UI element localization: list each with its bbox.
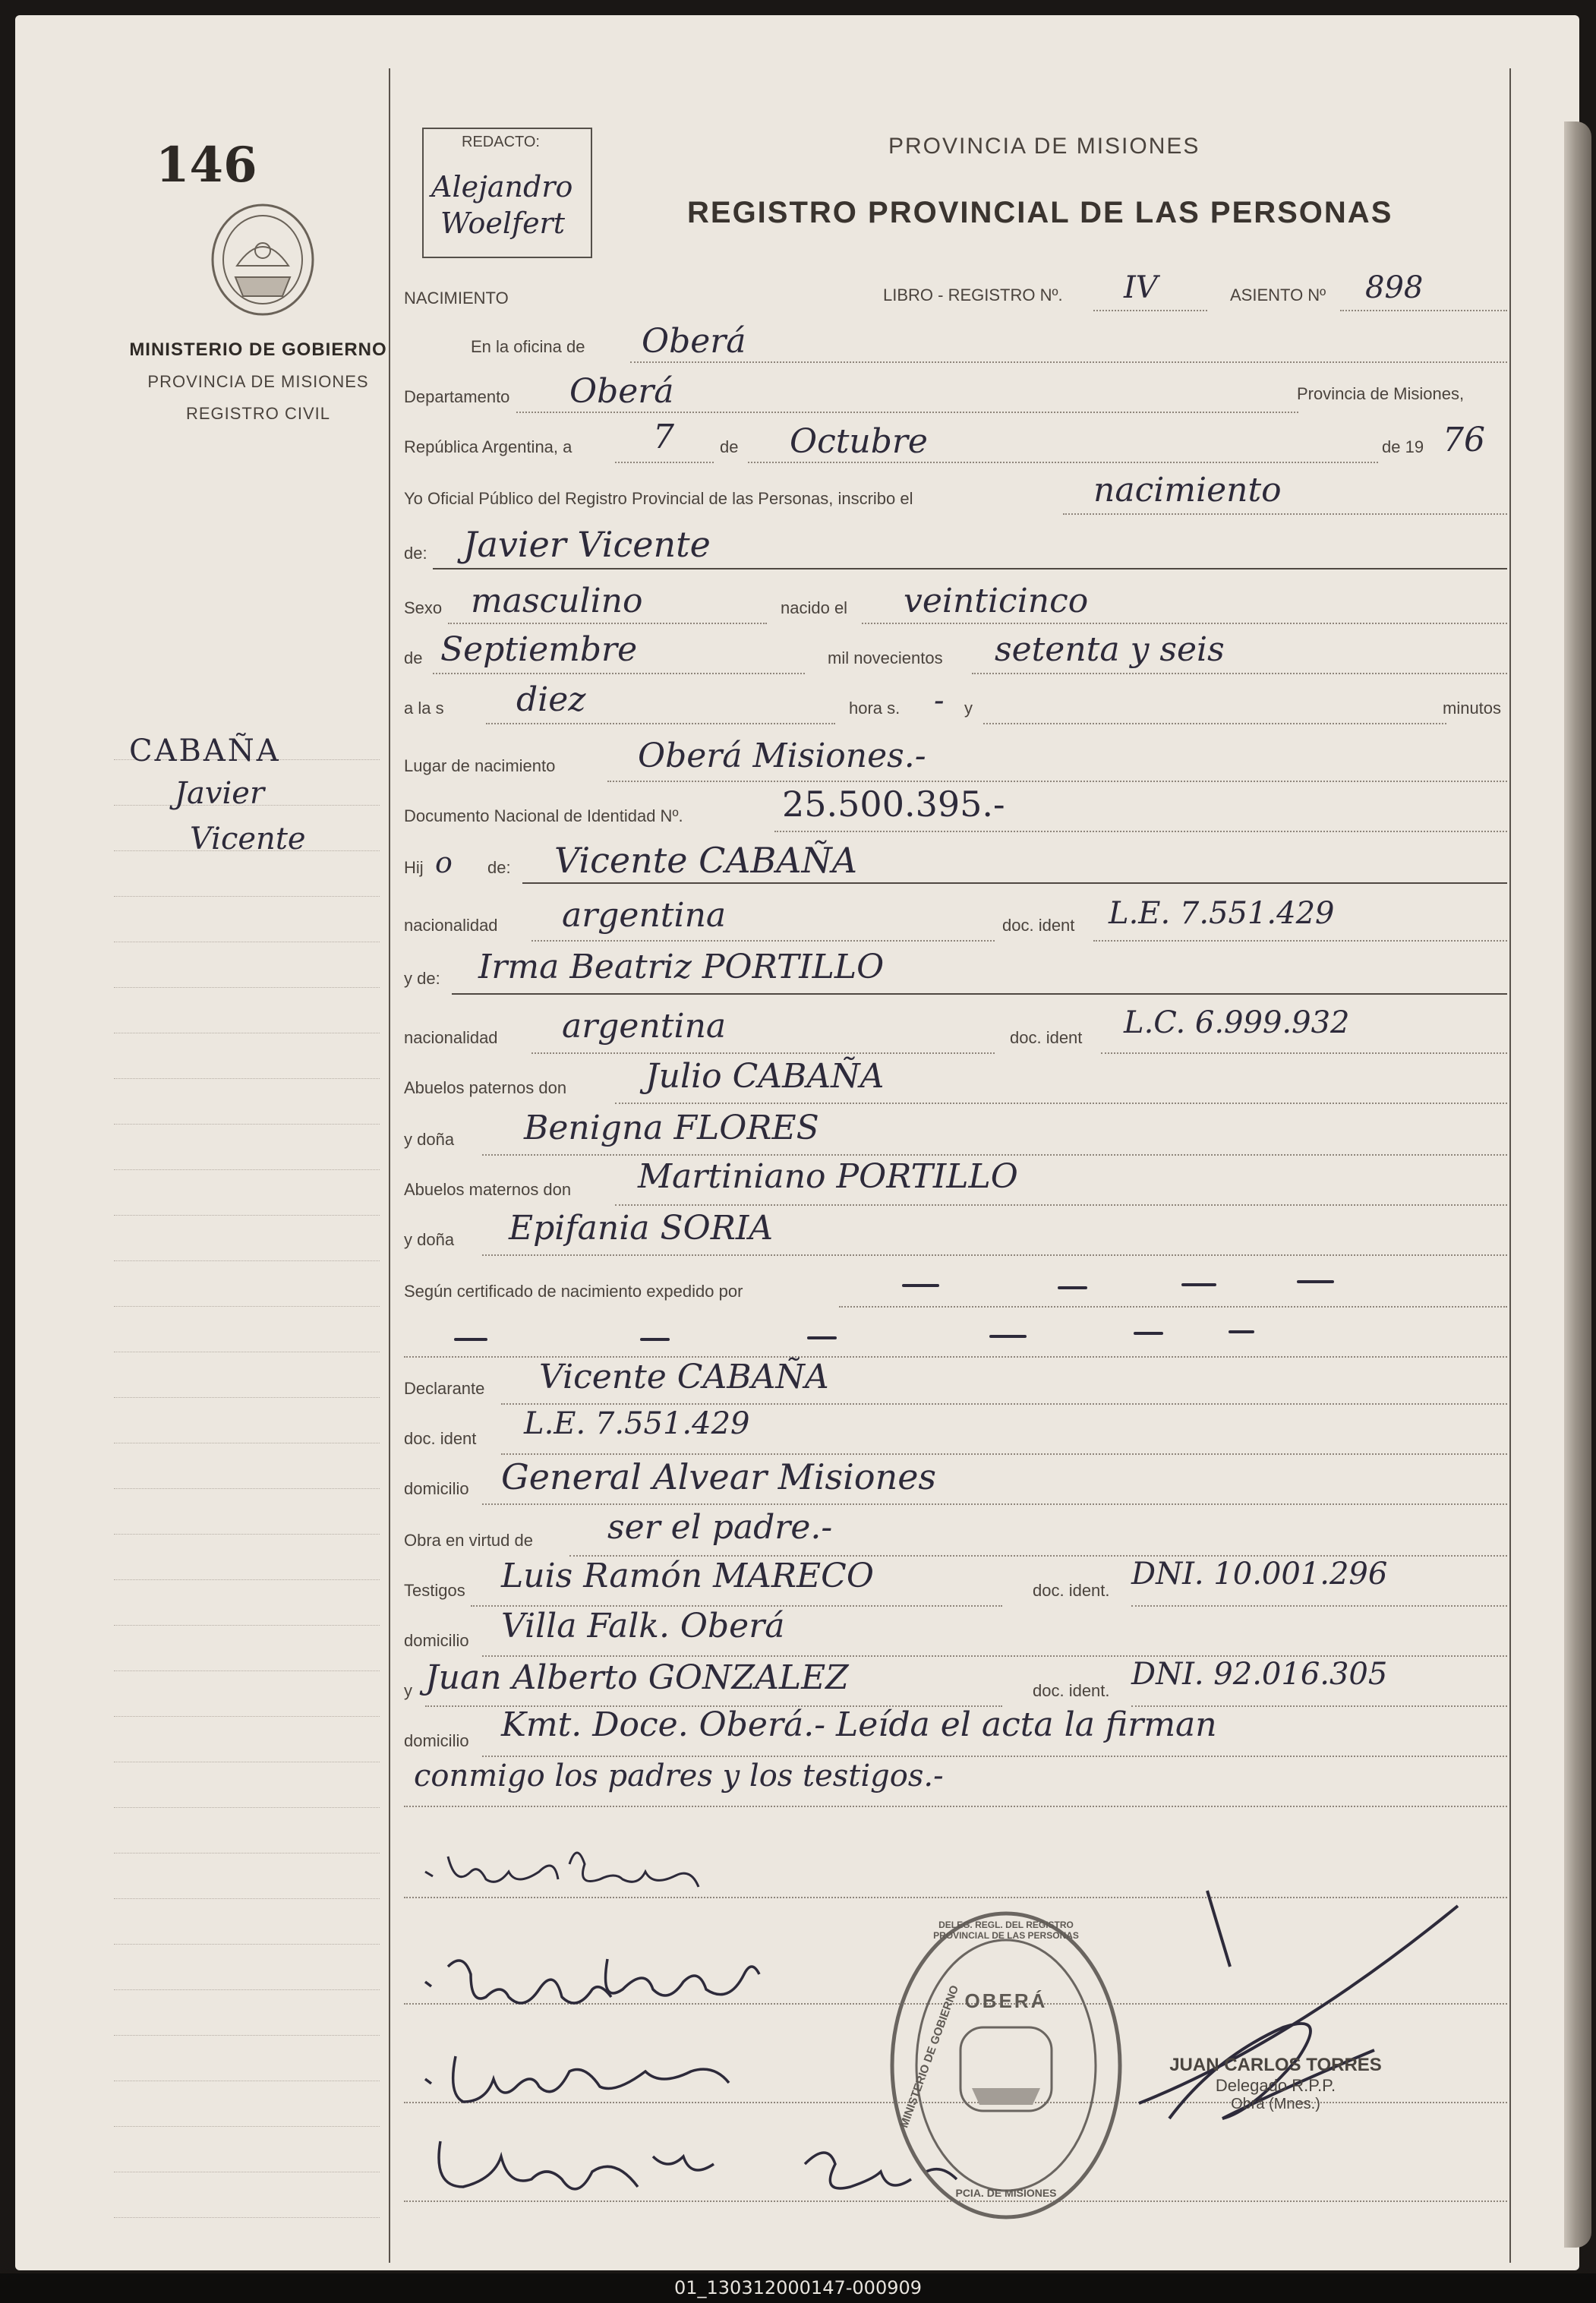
signature-witness-1 bbox=[418, 2041, 812, 2117]
ab-pat-don-value: Julio CABAÑA bbox=[645, 1057, 885, 1096]
asiento-value: 898 bbox=[1365, 270, 1424, 305]
signature-father bbox=[418, 1841, 774, 1902]
folio-number: 146 bbox=[156, 137, 257, 194]
line bbox=[404, 1806, 1507, 1807]
ydona1-label: y doña bbox=[404, 1130, 455, 1149]
dia-value: 7 bbox=[653, 418, 674, 456]
hijo-de-label: de: bbox=[487, 858, 511, 877]
hijo-label: Hij bbox=[404, 858, 424, 877]
domicilio3-label: domicilio bbox=[404, 1731, 469, 1750]
official-block bbox=[1139, 2055, 1412, 2113]
t1-doc-label: doc. ident. bbox=[1033, 1581, 1110, 1600]
ab-mat-dona-value: Epifania SORIA bbox=[509, 1209, 774, 1248]
nac2-value: argentina bbox=[562, 1007, 727, 1046]
official-place: Obrá (Mnes.) bbox=[1231, 2096, 1320, 2112]
nacido-label: nacido el bbox=[781, 598, 848, 617]
margin-line bbox=[114, 2035, 380, 2036]
declarante-label: Declarante bbox=[404, 1379, 485, 1398]
margin-given-2: Vicente bbox=[190, 822, 306, 857]
y-label: y bbox=[964, 699, 973, 718]
margin-line bbox=[114, 1534, 380, 1535]
nacido-dia-value: veinticinco bbox=[904, 582, 1089, 620]
margin-line bbox=[114, 1898, 380, 1899]
nac2-label: nacionalidad bbox=[404, 1028, 498, 1047]
libro-label: LIBRO - REGISTRO Nº. bbox=[883, 286, 1063, 304]
obra-label: Obra en virtud de bbox=[404, 1531, 533, 1550]
ab-pat-label: Abuelos paternos don bbox=[404, 1078, 567, 1097]
libro-value: IV bbox=[1124, 270, 1158, 305]
t2-doc-value: DNI. 92.016.305 bbox=[1131, 1657, 1388, 1692]
madre-value: Irma Beatriz PORTILLO bbox=[478, 948, 885, 986]
alas-value: diez bbox=[516, 680, 586, 719]
inscribe-value: nacimiento bbox=[1093, 471, 1282, 509]
nac1-label: nacionalidad bbox=[404, 916, 498, 935]
sexo-label: Sexo bbox=[404, 598, 443, 617]
testigo2-value: Juan Alberto GONZALEZ bbox=[425, 1658, 849, 1697]
image-identifier: 01_130312000147-000909 bbox=[673, 2277, 923, 2298]
mes-value: Octubre bbox=[790, 422, 928, 461]
nacido-anio-value: setenta y seis bbox=[995, 630, 1225, 669]
register-page bbox=[15, 15, 1579, 2270]
line bbox=[1131, 1605, 1507, 1607]
margin-line bbox=[114, 1579, 380, 1580]
doc2-label: doc. ident bbox=[1010, 1028, 1083, 1047]
nacido-mes-value: Septiembre bbox=[440, 630, 638, 669]
doc1-value: L.E. 7.551.429 bbox=[1109, 896, 1335, 931]
domicilio1-value: General Alvear Misiones bbox=[501, 1456, 937, 1497]
lugar-label: Lugar de nacimiento bbox=[404, 756, 556, 775]
office-stamp bbox=[885, 1906, 1128, 2225]
departamento-value: Oberá bbox=[569, 372, 674, 411]
de-label-2: de: bbox=[404, 544, 427, 563]
act-type-label: NACIMIENTO bbox=[404, 289, 509, 308]
margin-line bbox=[114, 1397, 380, 1398]
padre-value: Vicente CABAÑA bbox=[554, 840, 857, 881]
margin-line bbox=[114, 2126, 380, 2127]
official-title: Delegado R.P.P. bbox=[1215, 2076, 1336, 2095]
doc2-value: L.C. 6.999.932 bbox=[1124, 1005, 1350, 1040]
line bbox=[501, 1403, 1507, 1405]
declarante-value: Vicente CABAÑA bbox=[539, 1358, 829, 1396]
ministry-office: REGISTRO CIVIL bbox=[185, 404, 331, 423]
cert-label: Según certificado de nacimiento expedido por bbox=[404, 1282, 743, 1301]
yde-label: y de: bbox=[404, 969, 440, 988]
domicilio3-value: Kmt. Doce. Oberá.- Leída el acta la firman bbox=[501, 1705, 1217, 1744]
minutos-label: minutos bbox=[1443, 699, 1502, 718]
asiento-label: ASIENTO Nº bbox=[1230, 286, 1326, 304]
margin-line bbox=[114, 1670, 380, 1671]
ydona2-label: y doña bbox=[404, 1230, 455, 1249]
mil-label: mil novecientos bbox=[828, 648, 943, 667]
margin-line bbox=[114, 1488, 380, 1489]
hora-label: hora s. bbox=[849, 699, 901, 718]
nac1-value: argentina bbox=[562, 896, 727, 935]
margin-line bbox=[114, 1716, 380, 1717]
margin-surname: CABAÑA bbox=[129, 733, 281, 768]
lugar-value: Oberá Misiones.- bbox=[638, 737, 926, 775]
ab-mat-label: Abuelos maternos don bbox=[404, 1180, 572, 1199]
ministry-province: PROVINCIA DE MISIONES bbox=[147, 372, 369, 391]
domicilio2-value: Villa Falk. Oberá bbox=[501, 1607, 785, 1645]
testigos-label: Testigos bbox=[404, 1581, 465, 1600]
anio-prefix: de 19 bbox=[1382, 437, 1424, 456]
ab-mat-don-value: Martiniano PORTILLO bbox=[638, 1157, 1018, 1196]
stamp-center-text: OBERÁ bbox=[964, 1989, 1048, 2012]
anio-suffix: 76 bbox=[1443, 421, 1485, 459]
redacto-name-2: Woelfert bbox=[440, 207, 565, 240]
oficina-label: En la oficina de bbox=[471, 337, 585, 356]
dni-value: 25.500.395.- bbox=[782, 784, 1005, 825]
line bbox=[482, 1503, 1507, 1505]
stamp-bottom-text: PCIA. DE MISIONES bbox=[955, 2187, 1057, 2199]
oficina-value: Oberá bbox=[642, 322, 746, 361]
domicilio2-label: domicilio bbox=[404, 1631, 469, 1650]
ministry-name: MINISTERIO DE GOBIERNO bbox=[129, 339, 387, 360]
y-label-2: y bbox=[404, 1681, 412, 1700]
testigo1-value: Luis Ramón MARECO bbox=[501, 1557, 874, 1595]
page-edge bbox=[1564, 121, 1591, 2248]
margin-line bbox=[114, 1944, 380, 1945]
registry-title: REGISTRO PROVINCIAL DE LAS PERSONAS bbox=[687, 196, 1393, 229]
decl-doc-value: L.E. 7.551.429 bbox=[524, 1406, 750, 1441]
signature-mother bbox=[418, 1944, 843, 2020]
margin-line bbox=[114, 1989, 380, 1990]
departamento-label: Departamento bbox=[404, 387, 510, 406]
alas-label: a la s bbox=[404, 699, 444, 718]
cert-dashes bbox=[15, 15, 1579, 1382]
line bbox=[482, 1756, 1507, 1757]
province-heading: PROVINCIA DE MISIONES bbox=[888, 134, 1200, 159]
margin-line bbox=[114, 1807, 380, 1808]
domicilio1-label: domicilio bbox=[404, 1479, 469, 1498]
ab-pat-dona-value: Benigna FLORES bbox=[524, 1109, 819, 1147]
margin-line bbox=[114, 1625, 380, 1626]
hora-dash: - bbox=[934, 683, 945, 718]
de-label: de bbox=[720, 437, 739, 456]
t1-doc-value: DNI. 10.001.296 bbox=[1131, 1557, 1388, 1592]
cierre-value: conmigo los padres y los testigos.- bbox=[414, 1759, 944, 1794]
margin-given-1: Javier bbox=[175, 776, 265, 811]
signature-official bbox=[1109, 1876, 1503, 2164]
oficial-label: Yo Oficial Público del Registro Provincial de las Personas, inscribo el bbox=[404, 489, 913, 508]
stamp-top-text: DELEG. REGL. DEL REGISTRO PROVINCIAL DE LAS PERSONAS bbox=[933, 1920, 1079, 1941]
redacto-label: REDACTO: bbox=[462, 134, 540, 150]
stamp-left-text: MINISTERIO DE GOBIERNO bbox=[897, 1983, 962, 2130]
t2-doc-label: doc. ident. bbox=[1033, 1681, 1110, 1700]
obra-value: ser el padre.- bbox=[607, 1508, 833, 1547]
de-label-3: de bbox=[404, 648, 423, 667]
margin-line bbox=[114, 2217, 380, 2218]
line bbox=[501, 1453, 1507, 1455]
official-name: JUAN CARLOS TORRES bbox=[1169, 2055, 1382, 2075]
dni-label: Documento Nacional de Identidad Nº. bbox=[404, 806, 683, 825]
sexo-value: masculino bbox=[471, 582, 643, 620]
doc1-label: doc. ident bbox=[1002, 916, 1075, 935]
redacto-name-1: Alejandro bbox=[431, 170, 573, 203]
nombre-value: Javier Vicente bbox=[463, 524, 711, 565]
decl-doc-label: doc. ident bbox=[404, 1429, 477, 1448]
hijo-suffix: o bbox=[435, 846, 453, 879]
footer-bar bbox=[0, 2273, 1596, 2303]
provincia-label: Provincia de Misiones, bbox=[1297, 384, 1465, 403]
republica-label: República Argentina, a bbox=[404, 437, 572, 456]
